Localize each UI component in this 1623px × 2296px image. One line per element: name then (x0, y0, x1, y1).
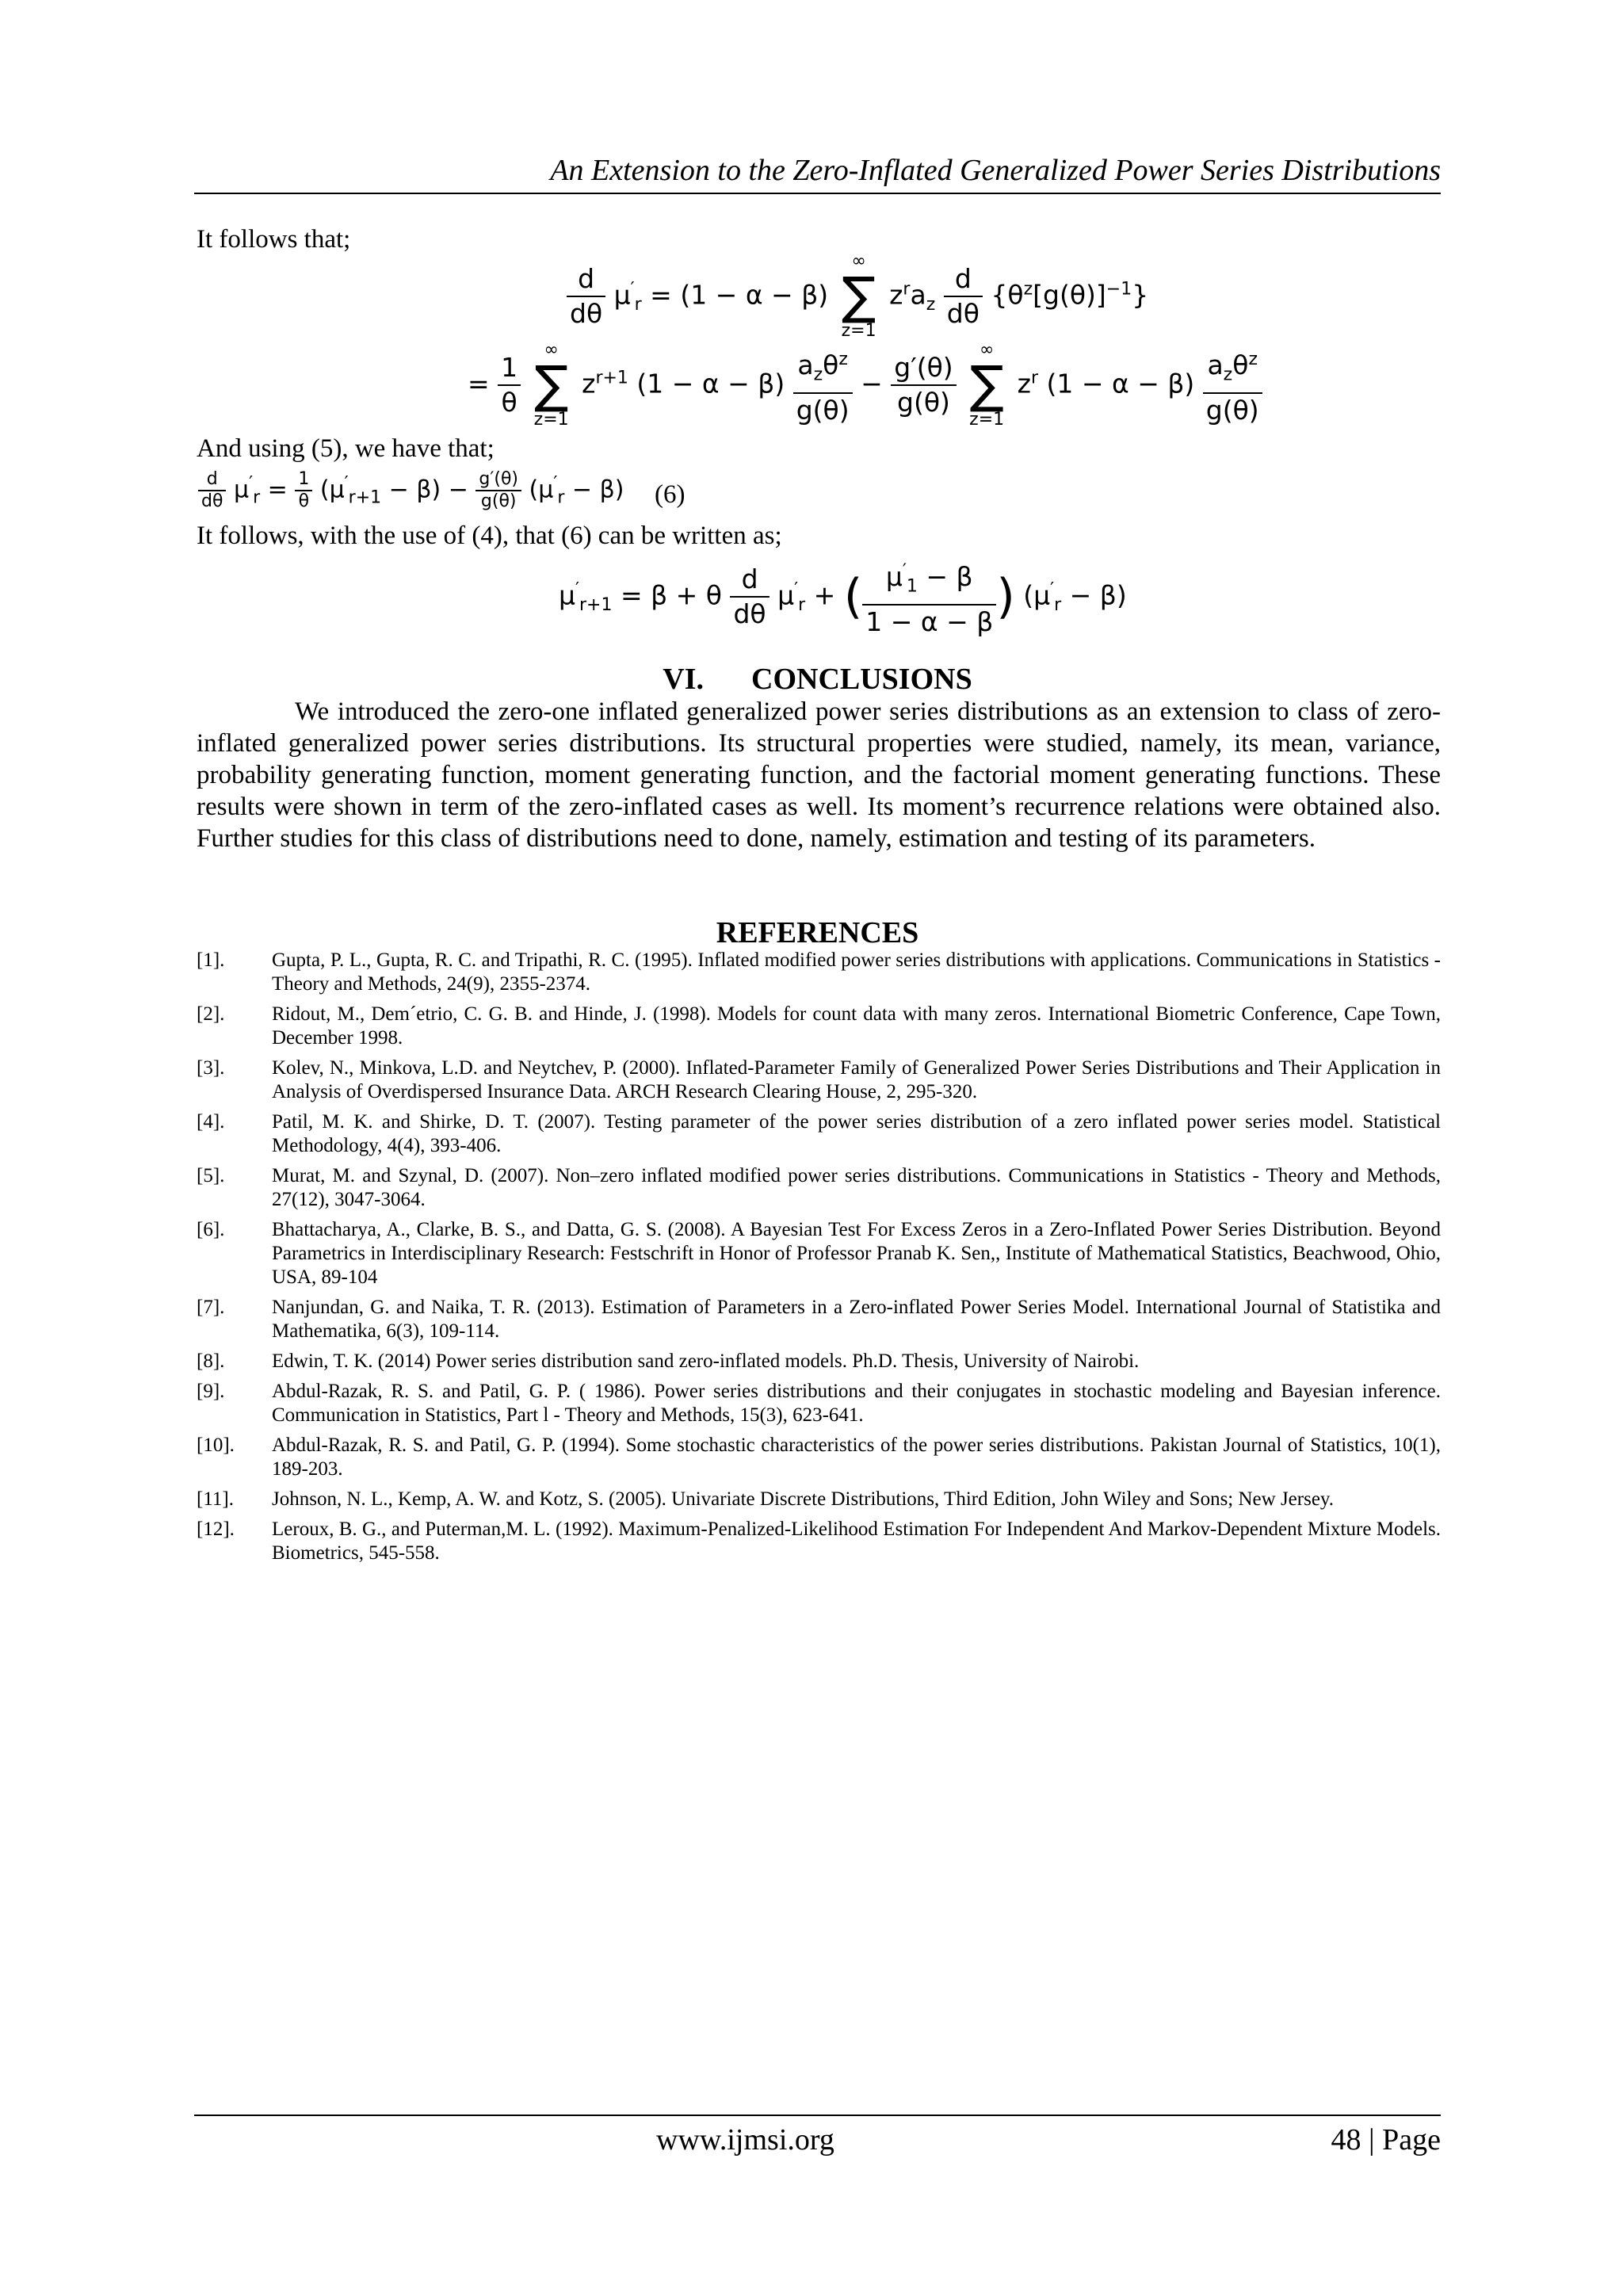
reference-text: Johnson, N. L., Kemp, A. W. and Kotz, S. (2005). Univariate Discrete Distributions, Third Edition, John Wiley and Sons; New Jersey. (272, 1488, 1335, 1510)
reference-item (197, 1003, 1441, 1050)
reference-item (197, 1110, 1441, 1158)
reference-number: [11]. (197, 1488, 234, 1510)
reference-item (197, 1296, 1441, 1343)
reference-item (197, 1488, 1441, 1511)
reference-text: Patil, M. K. and Shirke, D. T. (2007). Testing parameter of the power series distribution of a zero inflated power series model. Statistical Methodology, 4(4), 393-406. (272, 1111, 1441, 1156)
reference-text: Nanjundan, G. and Naika, T. R. (2013). Estimation of Parameters in a Zero-inflated Power Series Model. International Journal of Statistika and Mathematika, 6(3), 109-114. (272, 1297, 1441, 1342)
conclusions-paragraph (197, 696, 1441, 854)
reference-number: [10]. (197, 1435, 235, 1456)
header-rule (194, 193, 1441, 194)
text-follows-with: It follows, with the use of (4), that (6) can be written as; (197, 521, 782, 550)
section-conclusions-title (194, 662, 1441, 697)
references-list (197, 949, 1441, 1572)
reference-text: Gupta, P. L., Gupta, R. C. and Tripathi, R. C. (1995). Inflated modified power series distributions with applications. Communications in Statistics - Theory and Methods, 24(9), 2355-2374. (272, 949, 1441, 995)
reference-item (197, 1434, 1441, 1481)
reference-item (197, 1518, 1441, 1565)
equation-recurrence: $\mu'_{r+1} = \beta + \theta$ $\frac{d}{d\theta}$ $\mu'_r$ + ( $\frac{\mu'_1 - \beta}{1 - \alpha - \beta}$ ) $(\mu'_r - \beta)$ (559, 555, 1127, 639)
footer-page-number: 48 | Page (1331, 2123, 1441, 2157)
conclusions-text: We introduced the zero-one inflated generalized power series distributions as an extension to class of zero-inflated generalized power series distributions. Its structural properties were studied, namely, its mean, variance, probability generating function, moment generating function, and the factorial moment generating functions. These results were shown in term of the zero-inflated cases as well. Its moment’s recurrence relations were obtained also. Further studies for this class of distributions need to done, namely, estimation and testing of its parameters. (197, 697, 1441, 853)
reference-number: [12]. (197, 1519, 235, 1540)
reference-text: Abdul-Razak, R. S. and Patil, G. P. ( 1986). Power series distributions and their conjugates in stochastic modeling and Bayesian inference. Communication in Statistics, Part l - Theory and Methods, 15(3), 623-641. (272, 1381, 1441, 1426)
reference-item (197, 1350, 1441, 1373)
equation-6-tag: (6) (655, 480, 685, 509)
reference-item (197, 1164, 1441, 1212)
reference-text: Murat, M. and Szynal, D. (2007). Non–zero inflated modified power series distributions. Communications in Statistics - Theory and Methods, 27(12), 3047-3064. (272, 1165, 1441, 1210)
reference-number: [3]. (197, 1057, 225, 1079)
reference-item (197, 949, 1441, 996)
reference-number: [6]. (197, 1219, 225, 1240)
equation-expanded: = $\frac{1}{\theta}$ ∞ ∑ z=1 $z^{r+1}$ (1 − α − β) $\frac{a_z\theta^z}{g(\theta)}$ − $\frac{g'(\theta)}{g(\theta)}$ ∞ ∑ z=1 $z^r$ (1 − α − β) $\frac{a_z\theta^z}{g(\theta)}$ (468, 341, 1262, 430)
reference-number: [4]. (197, 1111, 225, 1133)
reference-number: [9]. (197, 1381, 225, 1402)
reference-item (197, 1380, 1441, 1427)
running-header: An Extension to the Zero-Inflated Generalized Power Series Distributions (550, 154, 1441, 187)
text-it-follows: It follows that; (197, 225, 351, 254)
section-number: VI. (663, 663, 704, 696)
reference-text: Abdul-Razak, R. S. and Patil, G. P. (1994). Some stochastic characteristics of the power series distributions. Pakistan Journal of Statistics, 10(1), 189-203. (272, 1435, 1441, 1480)
equation-derivative-moment: $\frac{d}{d\theta}$ $\mu'_r = (1 - \alpha - \beta)$ ∞ ∑ z=1 $z^ra_z$ $\frac{d}{d\theta}$ $\{\theta^z[g(\theta)]^{-1}\}$ (567, 252, 1148, 341)
reference-number: [8]. (197, 1350, 225, 1372)
equation-6: $\frac{d}{d\theta}$ $\mu'_r$ = $\frac{1}{\theta}$ $(\mu'_{r+1} - \beta)$ − $\frac{g'(\theta)}{g(\theta)}$ $(\mu'_r - \beta)$ (198, 469, 624, 512)
reference-number: [7]. (197, 1297, 225, 1318)
reference-item (197, 1056, 1441, 1104)
reference-text: Bhattacharya, A., Clarke, B. S., and Datta, G. S. (2008). A Bayesian Test For Excess Zeros in a Zero-Inflated Power Series Distribution. Beyond Parametrics in Interdisciplinary Research: Festschrift in Honor of Professor Pranab K. Sen,, Institute of Mathematical Statistics, Beachwood, Ohio, USA, 89-104 (272, 1219, 1441, 1288)
reference-text: Kolev, N., Minkova, L.D. and Neytchev, P. (2000). Inflated-Parameter Family of Generalized Power Series Distributions and Their Application in Analysis of Overdispersed Insurance Data. ARCH Research Clearing House, 2, 295-320. (272, 1057, 1441, 1102)
text-and-using: And using (5), we have that; (197, 434, 495, 463)
reference-number: [1]. (197, 949, 225, 971)
reference-number: [5]. (197, 1165, 225, 1186)
reference-number: [2]. (197, 1003, 225, 1025)
reference-text: Ridout, M., Dem´etrio, C. G. B. and Hinde, J. (1998). Models for count data with many zeros. International Biometric Conference, Cape Town, December 1998. (272, 1003, 1441, 1049)
reference-text: Leroux, B. G., and Puterman,M. L. (1992). Maximum-Penalized-Likelihood Estimation For Independent And Markov-Dependent Mixture Models. Biometrics, 545-558. (272, 1519, 1441, 1564)
footer-url: www.ijmsi.org (656, 2123, 834, 2157)
section-title: CONCLUSIONS (751, 663, 972, 696)
references-title: REFERENCES (716, 916, 919, 949)
reference-item (197, 1218, 1441, 1289)
footer-rule (194, 2115, 1441, 2116)
reference-text: Edwin, T. K. (2014) Power series distribution sand zero-inflated models. Ph.D. Thesis, University of Nairobi. (272, 1350, 1140, 1372)
